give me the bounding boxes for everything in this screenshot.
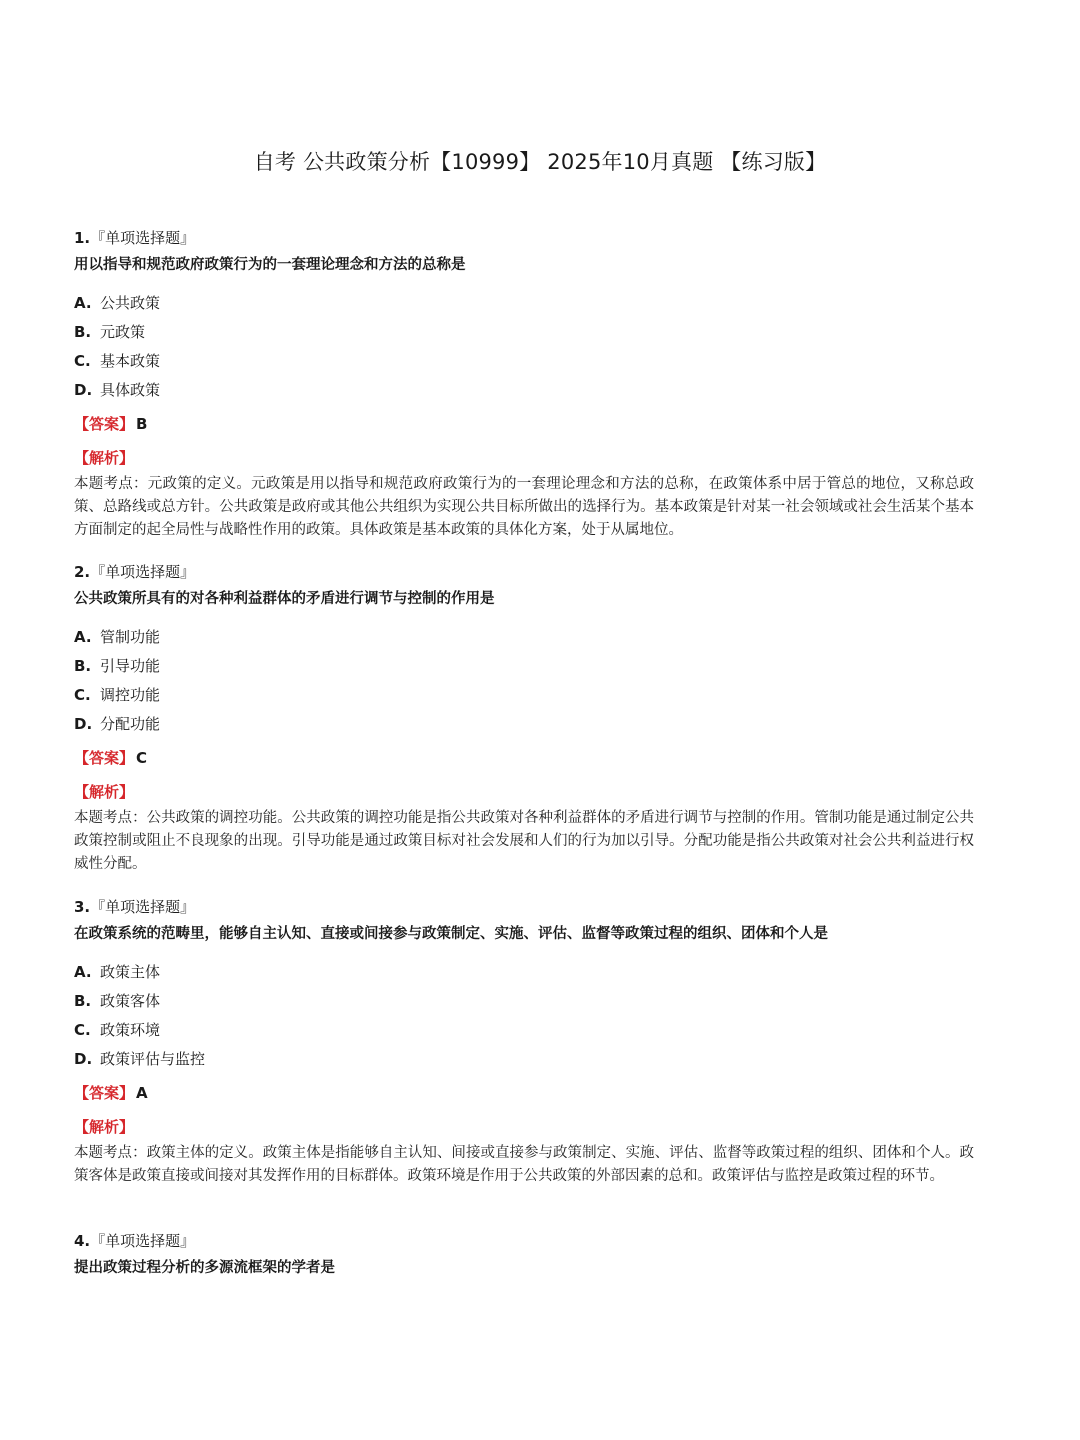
option-b [74,318,984,347]
answer-value: B [136,415,148,433]
answer-value: C [136,749,148,767]
question-stem: 公共政策所具有的对各种利益群体的矛盾进行调节与控制的作用是 [74,591,495,607]
option-letter: C. [74,1021,91,1039]
answer-line [74,1078,984,1108]
option-text: 政策评估与监控 [100,1050,206,1068]
question-type: 『单项选择题』 [90,563,196,581]
option-letter: D. [74,381,93,399]
analysis-label: 【解析】 [74,449,135,467]
options-list [74,623,984,739]
answer-label: 【答案】 [74,1084,135,1102]
option-text: 基本政策 [100,352,161,370]
option-letter: C. [74,686,91,704]
option-letter: B. [74,657,92,675]
option-letter: A. [74,963,92,981]
question-number: 1. [74,229,91,247]
options-list [74,289,984,405]
option-d [74,376,984,405]
question-3 [74,896,984,1188]
question-header [74,896,984,918]
option-text: 政策环境 [100,1021,161,1039]
option-letter: B. [74,323,92,341]
question-number: 3. [74,898,91,916]
option-c [74,347,984,376]
option-text: 公共政策 [100,294,161,312]
question-header [74,227,984,249]
option-d [74,710,984,739]
analysis-text: 本题考点：元政策的定义。元政策是用以指导和规范政府政策行为的一套理论理念和方法的总称，在政策体系中居于管总的地位，又称总政策、总路线或总方针。公共政策是政府或其他公共组织为实现公共目标所做出的选择行为。基本政策是针对某一社会领域或社会生活某个基本方面制定的起全局性与战略性作用的政策。具体政策是基本政策的具体化方案，处于从属地位。 [74,476,974,538]
option-letter: D. [74,715,93,733]
analysis-text: 本题考点：公共政策的调控功能。公共政策的调控功能是指公共政策对各种利益群体的矛盾进行调节与控制的作用。管制功能是通过制定公共政策控制或阻止不良现象的出现。引导功能是通过政策目标对社会发展和人们的行为加以引导。分配功能是指公共政策对社会公共利益进行权威性分配。 [74,810,974,872]
question-1 [74,227,984,542]
answer-label: 【答案】 [74,415,135,433]
answer-value: A [136,1084,148,1102]
option-letter: A. [74,628,92,646]
analysis-label: 【解析】 [74,1118,135,1136]
page-title: 自考 公共政策分析【10999】 2025年10月真题 【练习版】 [253,150,827,174]
option-b [74,652,984,681]
option-a [74,958,984,987]
question-header [74,561,984,583]
option-letter: D. [74,1050,93,1068]
question-number: 2. [74,563,91,581]
option-b [74,987,984,1016]
option-a [74,623,984,652]
question-type: 『单项选择题』 [90,229,196,247]
question-number: 4. [74,1232,91,1250]
question-2 [74,561,984,876]
option-text: 引导功能 [100,657,161,675]
option-text: 政策主体 [100,963,161,981]
option-c [74,1016,984,1045]
option-letter: C. [74,352,91,370]
question-4 [74,1230,984,1279]
analysis-text: 本题考点：政策主体的定义。政策主体是指能够自主认知、间接或直接参与政策制定、实施、评估、监督等政策过程的组织、团体和个人。政策客体是政策直接或间接对其发挥作用的目标群体。政策环境是作用于公共政策的外部因素的总和。政策评估与监控是政策过程的环节。 [74,1145,974,1184]
answer-line [74,743,984,773]
analysis-label: 【解析】 [74,783,135,801]
question-stem: 提出政策过程分析的多源流框架的学者是 [74,1260,335,1276]
question-type: 『单项选择题』 [90,1232,196,1250]
option-letter: A. [74,294,92,312]
option-text: 分配功能 [100,715,161,733]
option-d [74,1045,984,1074]
option-a [74,289,984,318]
option-text: 政策客体 [100,992,161,1010]
option-text: 调控功能 [100,686,161,704]
answer-line [74,409,984,439]
option-text: 管制功能 [100,628,161,646]
question-stem: 用以指导和规范政府政策行为的一套理论理念和方法的总称是 [74,257,466,273]
question-type: 『单项选择题』 [90,898,196,916]
option-text: 具体政策 [100,381,161,399]
question-header [74,1230,984,1252]
option-c [74,681,984,710]
option-text: 元政策 [100,323,146,341]
question-stem: 在政策系统的范畴里，能够自主认知、直接或间接参与政策制定、实施、评估、监督等政策过程的组织、团体和个人是 [74,926,828,942]
options-list [74,958,984,1074]
answer-label: 【答案】 [74,749,135,767]
option-letter: B. [74,992,92,1010]
